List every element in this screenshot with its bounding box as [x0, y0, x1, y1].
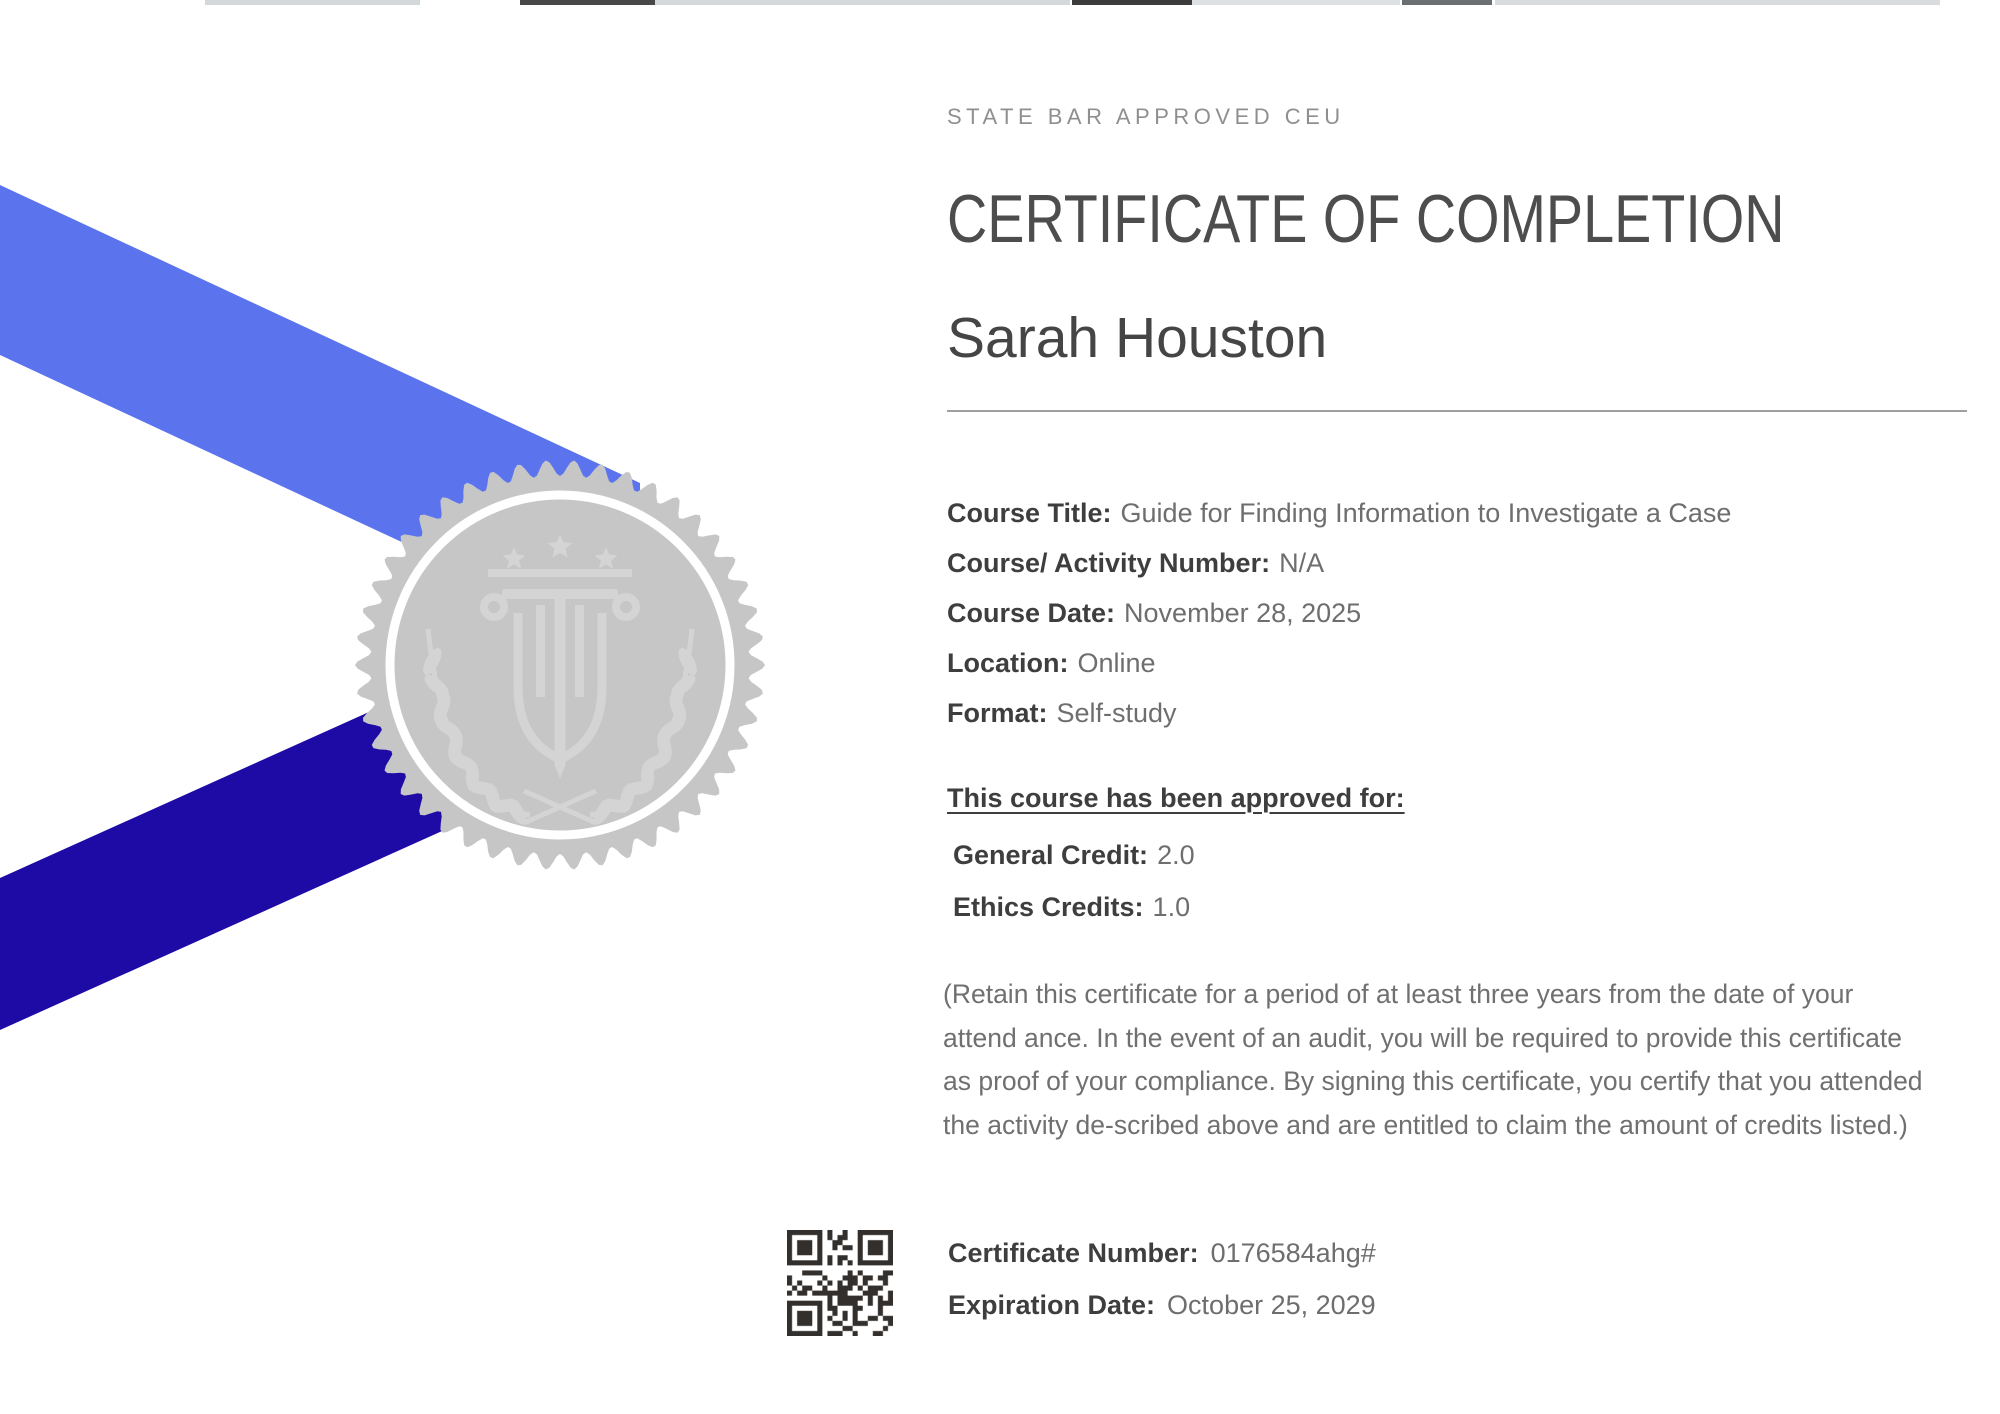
- certificate-number-label: Certificate Number:: [948, 1238, 1199, 1268]
- general-credit-value: 2.0: [1157, 840, 1195, 870]
- recipient-name: Sarah Houston: [947, 306, 1328, 370]
- ethics-credits-value: 1.0: [1152, 892, 1191, 922]
- course-activity-number-value: N/A: [1279, 548, 1325, 578]
- expiration-date-label: Expiration Date:: [948, 1290, 1156, 1320]
- course-activity-number-row: [947, 547, 1324, 581]
- course-title-value: Guide for Finding Information to Investigate a Case: [1120, 498, 1732, 528]
- disclaimer-line: as proof of your compliance. By signing this certificate, you certify that you attended: [943, 1066, 1923, 1096]
- ethics-credits-label: Ethics Credits:: [953, 892, 1144, 922]
- general-credit-label: General Credit:: [953, 840, 1149, 870]
- certificate-title: CERTIFICATE OF COMPLETION: [947, 181, 1785, 257]
- location-value: Online: [1077, 648, 1156, 678]
- course-date-row: [947, 597, 1361, 631]
- disclaimer-line: the activity de-scribed above and are entitled to claim the amount of credits listed.): [943, 1109, 1908, 1140]
- qr-code-icon: [787, 1230, 893, 1336]
- location-row: [947, 647, 1156, 681]
- expiration-date-value: October 25, 2029: [1167, 1290, 1376, 1320]
- expiration-date-row: [948, 1289, 1376, 1323]
- disclaimer-line: attend ance. In the event of an audit, you will be required to provide this certificate: [943, 1022, 1902, 1053]
- course-title-row: [947, 497, 1731, 531]
- certificate-number-value: 0176584ahg#: [1210, 1238, 1376, 1268]
- general-credit-row: [953, 839, 1195, 873]
- ethics-credits-row: [953, 891, 1190, 925]
- format-label: Format:: [947, 698, 1048, 728]
- eyebrow-text: STATE BAR APPROVED CEU: [947, 104, 1345, 129]
- format-row: [947, 697, 1177, 731]
- certificate-number-row: [948, 1237, 1376, 1271]
- retention-disclaimer: [943, 973, 1953, 1147]
- format-value: Self-study: [1056, 698, 1177, 728]
- certificate-seal-icon: [345, 450, 775, 880]
- course-date-label: Course Date:: [947, 598, 1116, 628]
- course-date-value: November 28, 2025: [1124, 598, 1362, 628]
- divider-line: [947, 410, 1967, 412]
- location-label: Location:: [947, 648, 1069, 678]
- course-activity-number-label: Course/ Activity Number:: [947, 548, 1271, 578]
- course-title-label: Course Title:: [947, 498, 1112, 528]
- approved-for-heading: This course has been approved for:: [947, 783, 1405, 813]
- disclaimer-line: (Retain this certificate for a period of at least three years from the date of your: [943, 979, 1854, 1009]
